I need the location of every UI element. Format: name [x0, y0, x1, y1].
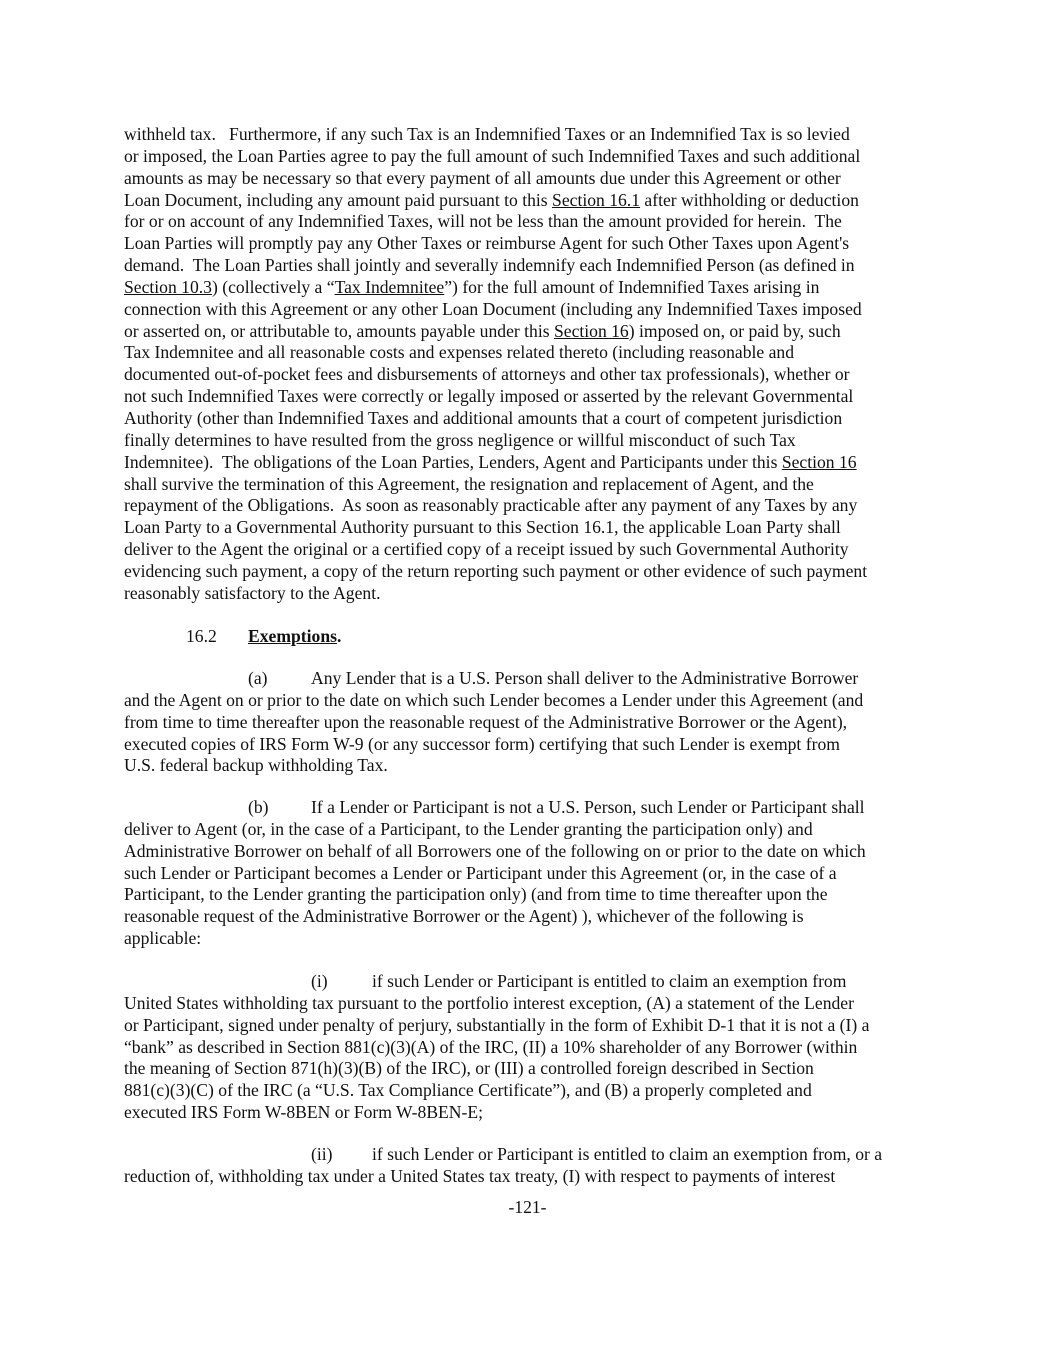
section-reference-link: Section 16: [781, 451, 857, 472]
text-line: [124, 583, 934, 605]
paragraph-a: [124, 668, 934, 777]
text-segment: or imposed, the Loan Parties agree to pay the full amount of such Indemnified Taxes and such additional: [124, 145, 861, 166]
section-number: 16.2: [186, 626, 217, 646]
text-line: [124, 928, 934, 950]
text-line: [124, 1015, 934, 1037]
text-line: [124, 364, 934, 386]
text-segment: shall survive the termination of this Agreement, the resignation and replacement of Agent, and the: [124, 473, 814, 494]
text-line: [124, 561, 934, 583]
text-segment: ) imposed on, or paid by, such: [628, 320, 841, 341]
text-segment: if such Lender or Participant is entitled to claim an exemption from: [372, 971, 847, 991]
text-segment: from time to time thereafter upon the reasonable request of the Administrative Borrower or the Agent),: [124, 711, 848, 732]
text-line: [124, 863, 934, 885]
section-reference-link: Tax Indemnitee: [334, 276, 445, 297]
text-segment: reasonably satisfactory to the Agent.: [124, 582, 381, 603]
text-line: [124, 1058, 934, 1080]
heading-period: .: [336, 626, 342, 646]
text-segment: amounts as may be necessary so that every payment of all amounts due under this Agreement or other: [124, 167, 841, 188]
paragraph-ii: [124, 1144, 934, 1188]
text-segment: evidencing such payment, a copy of the return reporting such payment or other evidence of such payment: [124, 560, 868, 581]
item-label-b: (b): [248, 797, 269, 817]
text-segment: Administrative Borrower on behalf of all Borrowers one of the following on or prior to the date on which: [124, 840, 866, 861]
text-segment: Participant, to the Lender granting the participation only) (and from time to time thereafter upon the: [124, 884, 828, 905]
text-segment: Loan Parties will promptly pay any Other Taxes or reimburse Agent for such Other Taxes upon Agent's: [124, 233, 850, 254]
text-line: [124, 342, 934, 364]
text-segment: 881(c)(3)(C) of the IRC (a “U.S. Tax Compliance Certificate”), and (B) a properly completed and: [124, 1080, 812, 1101]
text-line: [124, 452, 934, 474]
text-line: [124, 233, 934, 255]
text-line: [124, 211, 934, 233]
text-segment: if such Lender or Participant is entitled to claim an exemption from, or a: [372, 1144, 883, 1164]
text-line: [124, 1037, 934, 1059]
text-segment: Indemnitee). The obligations of the Loan Parties, Lenders, Agent and Participants under this: [124, 451, 782, 472]
text-line: [124, 539, 934, 561]
text-line: [124, 430, 934, 452]
text-line: [124, 690, 934, 712]
text-segment: If a Lender or Participant is not a U.S. Person, such Lender or Participant shall: [311, 797, 865, 817]
text-segment: after withholding or deduction: [640, 189, 859, 210]
text-line: [124, 277, 934, 299]
text-segment: not such Indemnified Taxes were correctly or legally imposed or asserted by the relevant Governmental: [124, 386, 854, 407]
text-line: [124, 168, 934, 190]
item-label-a: (a): [248, 668, 268, 688]
text-segment: executed copies of IRS Form W-9 (or any successor form) certifying that such Lender is exempt from: [124, 733, 840, 754]
text-line: [124, 474, 934, 496]
text-line: [124, 819, 934, 841]
text-segment: withheld tax. Furthermore, if any such Tax is an Indemnified Taxes or an Indemnified Tax is so levied: [124, 124, 850, 144]
text-segment: ”) for the full amount of Indemnified Taxes arising in: [444, 276, 820, 297]
text-line: [124, 993, 934, 1015]
text-segment: the meaning of Section 871(h)(3)(B) of the IRC), or (III) a controlled foreign described in Section: [124, 1058, 814, 1079]
text-line: [124, 124, 934, 146]
text-segment: ) (collectively a “: [211, 276, 335, 297]
text-segment: and the Agent on or prior to the date on which such Lender becomes a Lender under this Agreement (and: [124, 689, 864, 710]
section-reference-link: Section 10.3: [124, 276, 212, 297]
text-segment: deliver to Agent (or, in the case of a Participant, to the Lender granting the participation only) and: [124, 818, 813, 839]
text-line: [124, 299, 934, 321]
text-line: [124, 734, 934, 756]
text-line: [124, 668, 934, 690]
text-line: [124, 841, 934, 863]
text-line: [124, 255, 934, 277]
paragraph-i: [124, 971, 934, 1124]
text-line: [124, 386, 934, 408]
text-segment: connection with this Agreement or any other Loan Document (including any Indemnified Taxes imposed: [124, 298, 862, 319]
text-line: [124, 755, 934, 777]
section-reference-link: Section 16.1: [552, 189, 641, 210]
text-line: [124, 146, 934, 168]
text-segment: executed IRS Form W-8BEN or Form W-8BEN-E;: [124, 1102, 484, 1123]
text-segment: reasonable request of the Administrative Borrower or the Agent) ), whichever of the following is: [124, 906, 804, 927]
text-segment: Any Lender that is a U.S. Person shall deliver to the Administrative Borrower: [311, 668, 859, 688]
page-number: -121-: [508, 1197, 547, 1217]
text-segment: Loan Party to a Governmental Authority pursuant to this Section 16.1, the applicable Loan Party shall: [124, 517, 841, 538]
text-line: [124, 321, 934, 343]
text-segment: or asserted on, or attributable to, amounts payable under this: [124, 320, 554, 341]
text-segment: finally determines to have resulted from the gross negligence or willful misconduct of such Tax: [124, 429, 796, 450]
text-segment: deliver to the Agent the original or a certified copy of a receipt issued by such Governmental Authority: [124, 539, 849, 560]
text-segment: Tax Indemnitee and all reasonable costs and expenses related thereto (including reasonable and: [124, 342, 794, 363]
text-segment: Loan Document, including any amount paid pursuant to this: [124, 189, 553, 210]
text-segment: United States withholding tax pursuant to the portfolio interest exception, (A) a statement of the Lender: [124, 992, 854, 1013]
section-reference-link: Section 16: [553, 320, 629, 341]
text-segment: or Participant, signed under penalty of perjury, substantially in the form of Exhibit D-1 that it is not a (I) a: [124, 1014, 870, 1035]
text-segment: Authority (other than Indemnified Taxes and additional amounts that a court of competent jurisdiction: [124, 407, 843, 428]
section-title: Exemptions: [248, 626, 337, 646]
paragraph-b: [124, 797, 934, 950]
text-line: [124, 408, 934, 430]
text-line: [124, 1102, 934, 1124]
text-segment: demand. The Loan Parties shall jointly and severally indemnify each Indemnified Person (as defined in: [124, 255, 855, 276]
text-line: [124, 906, 934, 928]
paragraph-intro: [124, 124, 934, 605]
text-line: [124, 884, 934, 906]
text-line: [124, 495, 934, 517]
text-segment: “bank” as described in Section 881(c)(3)(A) of the IRC, (II) a 10% shareholder of any Borrower (within: [124, 1036, 858, 1057]
text-segment: applicable:: [124, 928, 202, 949]
text-line: [124, 1166, 934, 1188]
text-line: [124, 190, 934, 212]
text-segment: reduction of, withholding tax under a United States tax treaty, (I) with respect to payments of interest: [124, 1165, 836, 1186]
text-line: [124, 971, 934, 993]
section-heading: [248, 626, 341, 648]
item-label-i: (i): [311, 971, 328, 991]
text-segment: documented out-of-pocket fees and disbursements of attorneys and other tax professionals), whether or: [124, 364, 850, 385]
text-line: [124, 517, 934, 539]
text-line: [124, 1144, 934, 1166]
text-segment: for or on account of any Indemnified Taxes, will not be less than the amount provided for herein. The: [124, 211, 842, 232]
item-label-ii: (ii): [311, 1144, 333, 1164]
text-line: [124, 712, 934, 734]
text-segment: U.S. federal backup withholding Tax.: [124, 755, 388, 776]
text-line: [124, 797, 934, 819]
text-segment: such Lender or Participant becomes a Lender or Participant under this Agreement (or, in the case of a: [124, 862, 837, 883]
text-line: [124, 1080, 934, 1102]
text-segment: repayment of the Obligations. As soon as reasonably practicable after any payment of any Taxes by any: [124, 495, 858, 516]
